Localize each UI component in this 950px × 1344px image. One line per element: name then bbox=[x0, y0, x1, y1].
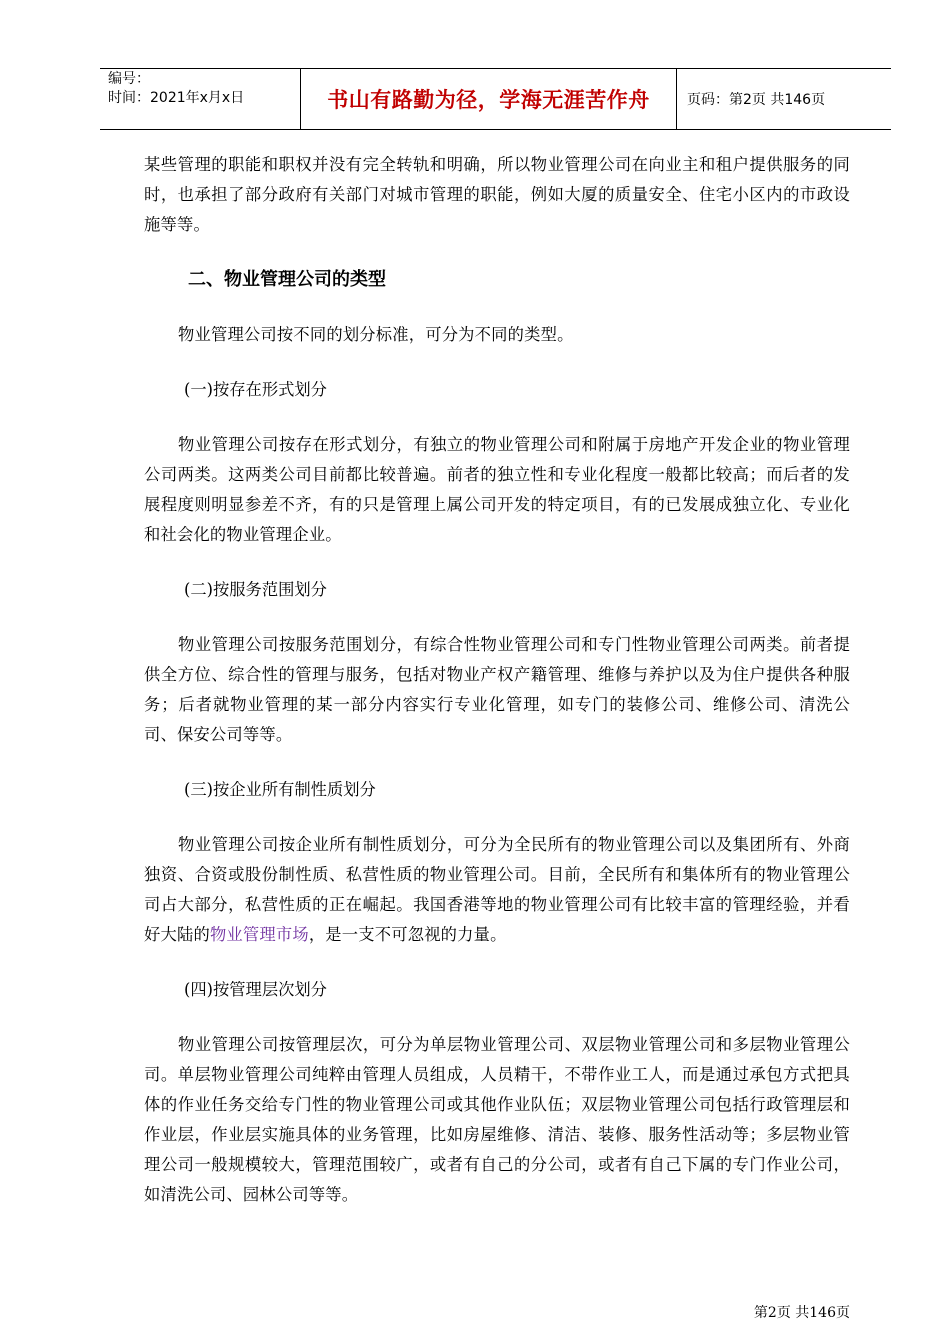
header-meta-cell bbox=[100, 69, 301, 129]
paragraph-continued: 某些管理的职能和职权并没有完全转轨和明确，所以物业管理公司在向业主和租户提供服务的同时，也承担了部分政府有关部门对城市管理的职能，例如大厦的质量安全、住宅小区内的市政设施等等。 bbox=[144, 155, 850, 234]
paragraph-service-scope: 物业管理公司按服务范围划分，有综合性物业管理公司和专门性物业管理公司两类。前者提供全方位、综合性的管理与服务，包括对物业产权产籍管理、维修与养护以及为住户提供各种服务；后者就物业管理的某一部分内容实行专业化管理，如专门的装修公司、维修公司、清洗公司、保安公司等等。 bbox=[144, 635, 850, 744]
subheading-service-scope: (二)按服务范围划分 bbox=[184, 580, 327, 599]
header-motto-cell bbox=[301, 69, 677, 129]
paragraph-intro: 物业管理公司按不同的划分标准，可分为不同的类型。 bbox=[178, 325, 574, 344]
document-number: 编号： bbox=[108, 71, 150, 87]
page-header bbox=[100, 68, 891, 130]
property-market-link[interactable]: 物业管理市场 bbox=[209, 925, 309, 944]
subheading-management-level: (四)按管理层次划分 bbox=[184, 980, 327, 999]
section-heading: 二、物业管理公司的类型 bbox=[188, 269, 386, 290]
paragraph-ownership-tail: ，是一支不可忽视的力量。 bbox=[308, 925, 507, 944]
subheading-existence-form: (一)按存在形式划分 bbox=[184, 380, 327, 399]
page-footer: 第2页 共146页 bbox=[753, 1305, 850, 1321]
document-body bbox=[144, 150, 850, 1210]
header-page-number: 页码：第2页 共146页 bbox=[687, 92, 826, 108]
paragraph-existence-form: 物业管理公司按存在形式划分，有独立的物业管理公司和附属于房地产开发企业的物业管理公司两类。这两类公司目前都比较普遍。前者的独立性和专业化程度一般都比较高；而后者的发展程度则明显参差不齐，有的只是管理上属公司开发的特定项目，有的已发展成独立化、专业化和社会化的物业管理企业。 bbox=[144, 435, 850, 544]
paragraph-ownership bbox=[144, 830, 850, 950]
paragraph-ownership-text: 物业管理公司按企业所有制性质划分，可分为全民所有的物业管理公司以及集团所有、外商独资、合资或股份制性质、私营性质的物业管理公司。目前，全民所有和集体所有的物业管理公司占大部分，私营性质的正在崛起。我国香港等地的物业管理公司有比较丰富的管理经验，并看好大陆的 bbox=[144, 835, 850, 944]
subheading-ownership: (三)按企业所有制性质划分 bbox=[184, 780, 376, 799]
paragraph-management-level: 物业管理公司按管理层次，可分为单层物业管理公司、双层物业管理公司和多层物业管理公司。单层物业管理公司纯粹由管理人员组成，人员精干，不带作业工人，而是通过承包方式把具体的作业任务交给专门性的物业管理公司或其他作业队伍；双层物业管理公司包括行政管理层和作业层，作业层实施具体的业务管理，比如房屋维修、清洁、装修、服务性活动等；多层物业管理公司一般规模较大，管理范围较广，或者有自己的分公司，或者有自己下属的专门作业公司，如清洗公司、园林公司等等。 bbox=[144, 1035, 850, 1204]
document-date: 时间：2021年x月x日 bbox=[108, 90, 245, 106]
motto: 书山有路勤为径，学海无涯苦作舟 bbox=[327, 88, 650, 112]
header-page-cell bbox=[677, 69, 891, 129]
